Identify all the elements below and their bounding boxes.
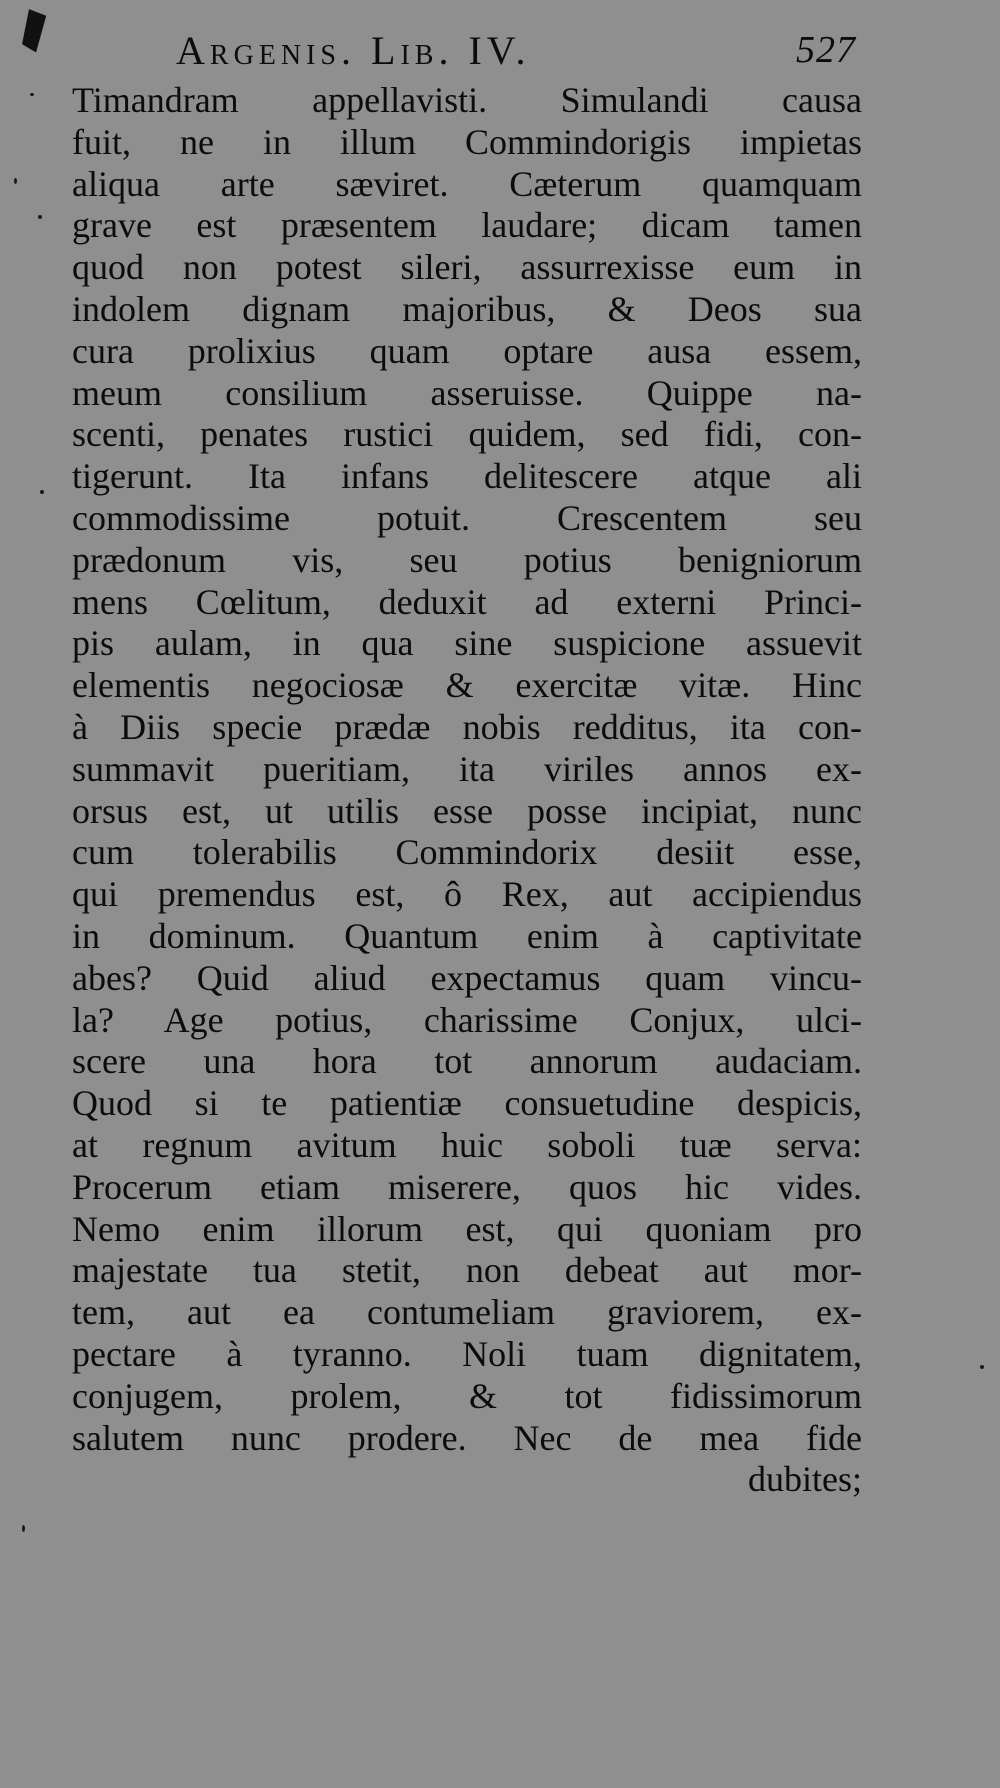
page-header — [176, 20, 856, 80]
text-line: cura prolixius quam optare ausa essem, — [72, 330, 862, 371]
text-line: pectare à tyranno. Noli tuam dignitatem, — [72, 1333, 862, 1374]
text-line: pis aulam, in qua sine suspicione assuevit — [72, 623, 862, 664]
text-line: mens Cœlitum, deduxit ad externi Princi- — [72, 581, 862, 622]
text-line: Timandram appellavisti. Simulandi causa — [72, 80, 862, 120]
text-line: prædonum vis, seu potius benigniorum — [72, 539, 862, 580]
running-title: Argenis. Lib. IV. — [176, 27, 531, 73]
text-line: scenti, penates rustici quidem, sed fidi, con- — [72, 414, 862, 455]
text-line: in dominum. Quantum enim à captivitate — [72, 915, 862, 956]
body-text — [72, 80, 862, 1501]
text-line: à Diis specie prædæ nobis redditus, ita con- — [72, 706, 862, 747]
text-line: fuit, ne in illum Commindorigis impietas — [72, 121, 862, 162]
text-line: conjugem, prolem, & tot fidissimorum — [72, 1375, 862, 1416]
text-line: la? Age potius, charissime Conjux, ulci- — [72, 999, 862, 1040]
catchword-line: dubites; — [748, 1459, 862, 1500]
ink-blot-mark — [21, 9, 47, 53]
text-line: Quod si te patientiæ consuetudine despicis, — [72, 1083, 862, 1124]
text-line: grave est præsentem laudare; dicam tamen — [72, 205, 862, 246]
text-line: tigerunt. Ita infans delitescere atque ali — [72, 456, 862, 497]
text-line: aliqua arte sæviret. Cæterum quamquam — [72, 163, 862, 204]
text-line: scere una hora tot annorum audaciam. — [72, 1041, 862, 1082]
text-line: Nemo enim illorum est, qui quoniam pro — [72, 1208, 862, 1249]
text-line: quod non potest sileri, assurrexisse eum in — [72, 247, 862, 288]
page-number: 527 — [796, 29, 856, 71]
text-line: salutem nunc prodere. Nec de mea fide — [72, 1417, 862, 1458]
ink-speck — [980, 1365, 984, 1369]
text-line: elementis negociosæ & exercitæ vitæ. Hinc — [72, 665, 862, 706]
text-line: summavit pueritiam, ita viriles annos ex- — [72, 748, 862, 789]
text-line: meum consilium asseruisse. Quippe na- — [72, 372, 862, 413]
ink-speck — [22, 1525, 25, 1532]
text-line: majestate tua stetit, non debeat aut mor- — [72, 1250, 862, 1291]
text-line: cum tolerabilis Commindorix desiit esse, — [72, 832, 862, 873]
text-line: at regnum avitum huic soboli tuæ serva: — [72, 1124, 862, 1165]
text-line: tem, aut ea contumeliam graviorem, ex- — [72, 1292, 862, 1333]
text-line: Procerum etiam miserere, quos hic vides. — [72, 1166, 862, 1207]
ink-speck — [38, 215, 42, 219]
text-line: qui premendus est, ô Rex, aut accipiendus — [72, 874, 862, 915]
text-line: indolem dignam majoribus, & Deos sua — [72, 288, 862, 329]
ink-speck — [40, 490, 44, 494]
ink-speck — [14, 178, 17, 184]
text-line: abes? Quid aliud expectamus quam vincu- — [72, 957, 862, 998]
ink-speck — [30, 93, 34, 96]
text-line: commodissime potuit. Crescentem seu — [72, 497, 862, 538]
text-line: orsus est, ut utilis esse posse incipiat, nunc — [72, 790, 862, 831]
